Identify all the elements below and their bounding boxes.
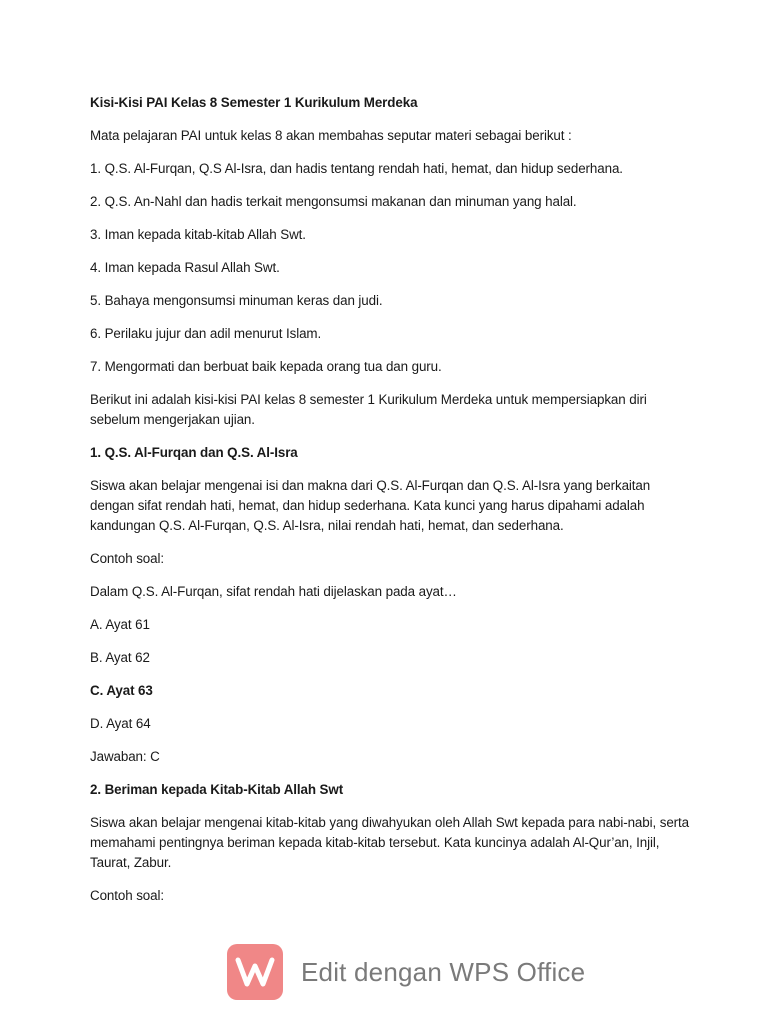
section1-heading: 1. Q.S. Al-Furqan dan Q.S. Al-Isra [90, 445, 298, 460]
wps-w-glyph-icon [235, 955, 275, 989]
document-title: Kisi-Kisi PAI Kelas 8 Semester 1 Kurikulum Merdeka [90, 95, 418, 110]
topic-item: 7. Mengormati dan berbuat baik kepada orang tua dan guru. [90, 359, 442, 374]
lead-paragraph: Berikut ini adalah kisi-kisi PAI kelas 8 semester 1 Kurikulum Merdeka untuk mempersiapkan diri sebelum mengerjakan ujian. [90, 392, 647, 427]
section2-description: Siswa akan belajar mengenai kitab-kitab yang diwahyukan oleh Allah Swt kepada para nabi-nabi, serta memahami pentingnya beriman kepada kitab-kitab tersebut. Kata kuncinya adalah Al-Qur’an, Injil, Taurat, Zabur. [90, 815, 690, 870]
topic-item: 4. Iman kepada Rasul Allah Swt. [90, 260, 280, 275]
intro-text: Mata pelajaran PAI untuk kelas 8 akan membahas seputar materi sebagai berikut : [90, 128, 572, 143]
wps-edit-text[interactable]: Edit dengan WPS Office [301, 956, 586, 987]
section1-description: Siswa akan belajar mengenai isi dan makna dari Q.S. Al-Furqan dan Q.S. Al-Isra yang berkaitan dengan sifat rendah hati, hemat, dan hidup sederhana. Kata kunci yang harus dipahami adalah kandungan Q.S. Al-Furqan, Q.S. Al-Isra, nilai rendah hati, hemat, dan sederhana. [90, 478, 651, 533]
section1-example-label: Contoh soal: [90, 551, 164, 566]
section2-example-label: Contoh soal: [90, 888, 164, 903]
topic-item: 2. Q.S. An-Nahl dan hadis terkait mengonsumsi makanan dan minuman yang halal. [90, 194, 577, 209]
answer-option-a: A. Ayat 61 [90, 617, 150, 632]
section1-question: Dalam Q.S. Al-Furqan, sifat rendah hati dijelaskan pada ayat… [90, 584, 457, 599]
topic-item: 1. Q.S. Al-Furqan, Q.S Al-Isra, dan hadis tentang rendah hati, hemat, dan hidup sederhana. [90, 161, 623, 176]
section2-heading: 2. Beriman kepada Kitab-Kitab Allah Swt [90, 782, 344, 797]
topic-item: 6. Perilaku jujur dan adil menurut Islam. [90, 326, 322, 341]
wps-edit-banner[interactable] [227, 943, 647, 1001]
topic-item: 3. Iman kepada kitab-kitab Allah Swt. [90, 227, 306, 242]
answer-option-c: C. Ayat 63 [90, 683, 153, 698]
topic-item: 5. Bahaya mengonsumsi minuman keras dan judi. [90, 293, 383, 308]
section1-answer: Jawaban: C [90, 749, 160, 764]
answer-option-d: D. Ayat 64 [90, 716, 151, 731]
document-page [90, 93, 690, 906]
answer-option-b: B. Ayat 62 [90, 650, 150, 665]
wps-office-logo-icon[interactable] [227, 944, 283, 1000]
